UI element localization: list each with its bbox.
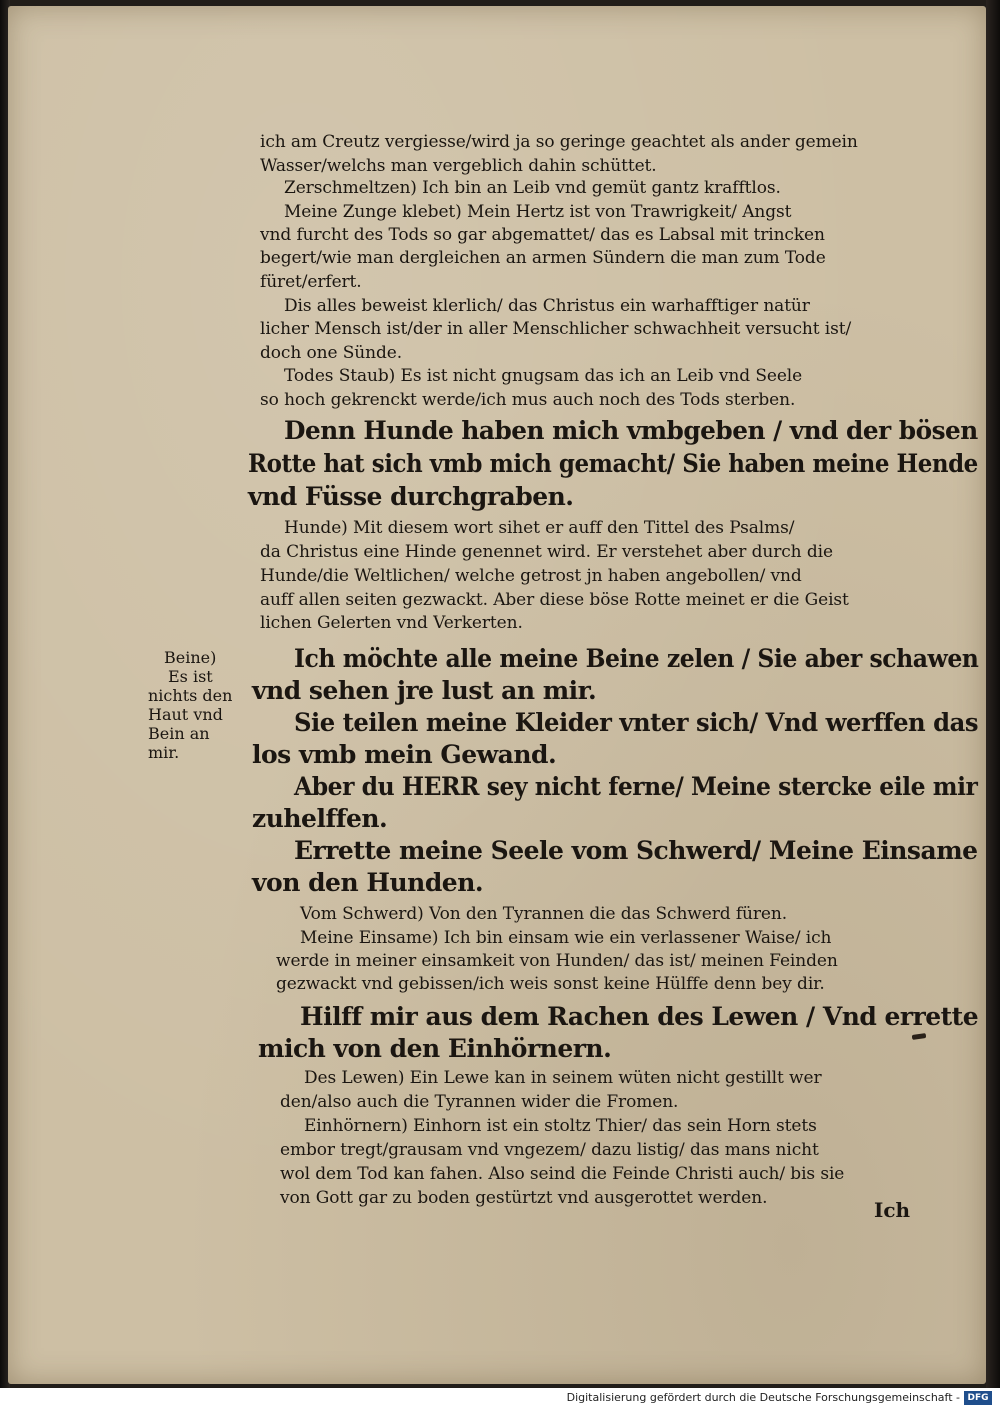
- verse-line: Denn Hunde haben mich vmbgeben / vnd der bösen: [284, 416, 978, 445]
- catchword: Ich: [874, 1198, 911, 1222]
- dfg-logo: DFG: [964, 1391, 992, 1405]
- funding-credit: Digitalisierung gefördert durch die Deutsche Forschungsgemeinschaft -: [566, 1391, 960, 1404]
- text-line: Dis alles beweist klerlich/ das Christus ein warhafftiger natür: [284, 296, 810, 316]
- verse-line: vnd sehen jre lust an mir.: [252, 676, 597, 705]
- verse-line: von den Hunden.: [252, 868, 484, 897]
- book-binding: [986, 0, 1000, 1388]
- text-line: auff allen seiten gezwackt. Aber diese böse Rotte meinet er die Geist: [260, 590, 849, 610]
- verse-line: Aber du HERR sey nicht ferne/ Meine stercke eile mir: [294, 772, 978, 801]
- margin-note-line: Beine): [164, 648, 217, 667]
- text-line: Vom Schwerd) Von den Tyrannen die das Schwerd füren.: [300, 904, 788, 924]
- text-line: da Christus eine Hinde genennet wird. Er verstehet aber durch die: [260, 542, 833, 562]
- verse-line: vnd Füsse durchgraben.: [248, 482, 574, 511]
- text-line: Einhörnern) Einhorn ist ein stoltz Thier/ das sein Horn stets: [304, 1116, 817, 1136]
- text-line: lichen Gelerten vnd Verkerten.: [260, 613, 523, 633]
- text-line: Meine Zunge klebet) Mein Hertz ist von Trawrigkeit/ Angst: [284, 202, 792, 222]
- text-line: den/also auch die Tyrannen wider die Fromen.: [280, 1092, 679, 1112]
- text-line: vnd furcht des Tods so gar abgemattet/ das es Labsal mit trincken: [260, 225, 825, 245]
- verse-line: los vmb mein Gewand.: [252, 740, 557, 769]
- verse-line: Hilff mir aus dem Rachen des Lewen / Vnd errette: [300, 1002, 979, 1031]
- text-line: Wasser/welchs man vergeblich dahin schüttet.: [260, 156, 657, 176]
- text-line: begert/wie man dergleichen an armen Sündern die man zum Tode: [260, 248, 826, 268]
- verse-line: zuhelffen.: [252, 804, 388, 833]
- margin-note-line: Haut vnd: [148, 705, 223, 724]
- text-line: gezwackt vnd gebissen/ich weis sonst keine Hülffe denn bey dir.: [276, 974, 825, 994]
- text-line: so hoch gekrenckt werde/ich mus auch noch des Tods sterben.: [260, 390, 796, 410]
- verse-line: mich von den Einhörnern.: [258, 1034, 612, 1063]
- book-page: [8, 6, 986, 1384]
- margin-note-line: Bein an: [148, 724, 210, 743]
- verse-line: Sie teilen meine Kleider vnter sich/ Vnd werffen das: [294, 708, 979, 737]
- text-line: füret/erfert.: [260, 272, 362, 292]
- footer-bar: [0, 1388, 1000, 1409]
- text-line: Hunde) Mit diesem wort sihet er auff den Tittel des Psalms/: [284, 518, 795, 538]
- text-line: Zerschmeltzen) Ich bin an Leib vnd gemüt gantz krafftlos.: [284, 178, 781, 198]
- text-line: Meine Einsame) Ich bin einsam wie ein verlassener Waise/ ich: [300, 928, 832, 948]
- text-line: Todes Staub) Es ist nicht gnugsam das ich an Leib vnd Seele: [284, 366, 803, 386]
- text-line: embor tregt/grausam vnd vngezem/ dazu listig/ das mans nicht: [280, 1140, 819, 1160]
- text-line: ich am Creutz vergiesse/wird ja so geringe geachtet als ander gemein: [260, 132, 858, 152]
- margin-note-line: nichts den: [148, 686, 233, 705]
- text-line: Hunde/die Weltlichen/ welche getrost jn haben angebollen/ vnd: [260, 566, 802, 586]
- text-line: wol dem Tod kan fahen. Also seind die Feinde Christi auch/ bis sie: [280, 1164, 845, 1184]
- verse-line: Rotte hat sich vmb mich gemacht/ Sie haben meine Hende: [248, 449, 978, 478]
- text-line: werde in meiner einsamkeit von Hunden/ das ist/ meinen Feinden: [276, 951, 838, 971]
- margin-note-line: mir.: [148, 743, 180, 762]
- margin-note-line: Es ist: [168, 667, 213, 686]
- text-line: Des Lewen) Ein Lewe kan in seinem wüten nicht gestillt wer: [304, 1068, 822, 1088]
- text-line: doch one Sünde.: [260, 343, 403, 363]
- text-line: von Gott gar zu boden gestürtzt vnd ausgerottet werden.: [280, 1188, 768, 1208]
- verse-line: Ich möchte alle meine Beine zelen / Sie aber schawen: [294, 644, 979, 673]
- text-line: licher Mensch ist/der in aller Menschlicher schwachheit versucht ist/: [260, 319, 852, 339]
- verse-line: Errette meine Seele vom Schwerd/ Meine Einsame: [294, 836, 978, 865]
